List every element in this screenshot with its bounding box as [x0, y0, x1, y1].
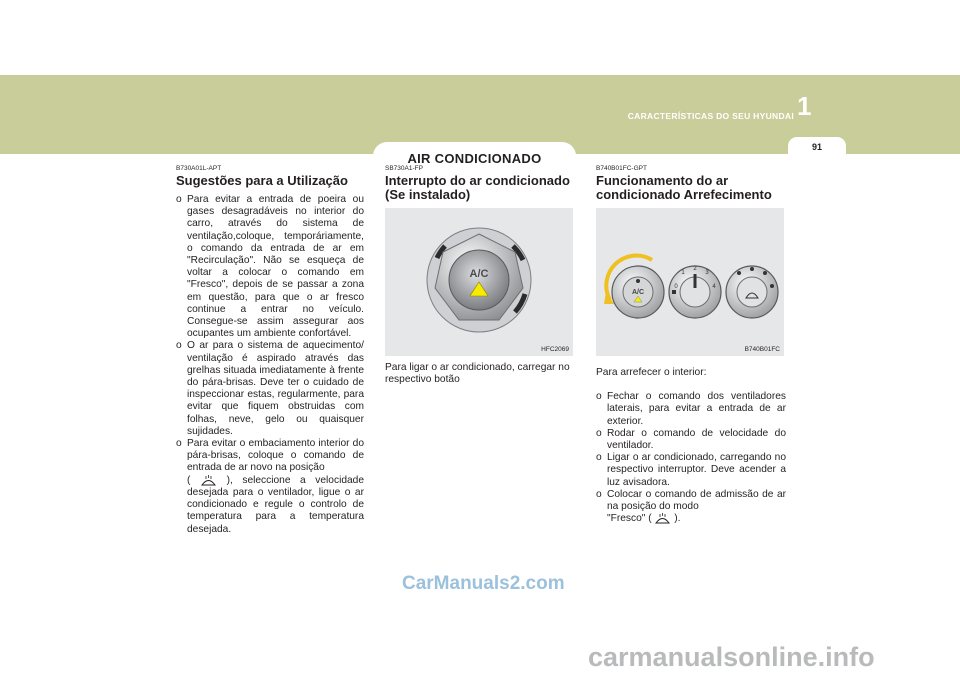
watermark-carmanuals2: CarManuals2.com — [402, 573, 565, 594]
section-heading: Funcionamento do ar condicionado Arrefecimento — [596, 173, 772, 202]
figure-code: HFC2069 — [541, 346, 569, 353]
fan-icon — [672, 290, 676, 294]
watermark-carmanualsonline: carmanualsonline.info — [588, 642, 875, 672]
svg-text:2: 2 — [693, 266, 697, 272]
section-heading: Sugestões para a Utilização — [176, 173, 348, 188]
list-item: o O ar para o sistema de aquecimento/ ventilação é aspirado através das grelhas situada imediatamente à frente do pára-brisas. Deve ter o cuidado de inspeccionar estas, regularmente, para evitar que fiquem obstruidas com folhas, neve, gelo ou quaisquer sujidades. — [176, 340, 364, 437]
ac-button-label: A/C — [631, 289, 645, 296]
column-ac-switch — [385, 165, 575, 386]
page-number-tab — [788, 137, 846, 155]
column-usage-tips — [176, 165, 364, 536]
ac-button-figure — [385, 208, 573, 356]
list-item: o Fechar o comando dos ventiladores laterais, para evitar a entrada de ar exterior. — [596, 391, 786, 427]
windshield-defrost-icon — [200, 475, 217, 486]
climate-controls-figure — [596, 208, 784, 356]
section-title: AIR CONDICIONADO — [407, 151, 542, 166]
climate-controls-illustration — [596, 208, 784, 356]
list-item: o Rodar o comando de velocidade do ventilador. — [596, 427, 786, 452]
list-item: o Para evitar o embaciamento interior do pára-brisas, coloque o comando de entrada de ar novo na posição ( ), seleccione a velocidade desejada para o ventilador, ligue o ar condicionado e regule o controlo de temperatura para a temperatura desejada. — [176, 438, 364, 535]
list-item: o Ligar o ar condicionado, carregando no respectivo interruptor. Deve acender a luz avisadora. — [596, 452, 786, 488]
page-number: 91 — [811, 142, 822, 152]
column-ac-operation — [596, 165, 786, 526]
list-item: o Colocar o comando de admissão de ar na posição do modo "Fresco" ( ). — [596, 488, 786, 525]
fresh-air-icon — [654, 513, 671, 524]
section-code: SB730A1-FP — [385, 165, 423, 172]
section-code: B730A01L-APT — [176, 165, 222, 172]
figure-code: B740B01FC — [744, 346, 780, 353]
section-heading: Interrupto do ar condicionado (Se instalado) — [385, 173, 570, 202]
intro-text: Para arrefecer o interior: — [596, 367, 707, 378]
ac-button-label: A/C — [469, 268, 489, 280]
svg-text:4: 4 — [712, 284, 716, 290]
steps-list — [596, 391, 786, 525]
chapter-title: CARACTERÍSTICAS DO SEU HYUNDAI — [627, 111, 794, 121]
chapter-number: 1 — [797, 91, 812, 121]
svg-text:1: 1 — [681, 270, 685, 276]
svg-text:3: 3 — [705, 270, 709, 276]
ac-knob-illustration — [385, 208, 573, 356]
tips-list — [176, 194, 364, 536]
list-item: o Para evitar a entrada de poeira ou gases desagradáveis no interior do carro, através do sistema de ventilação,coloque, temporáriamente, o comando da entrada de ar em "Recirculação". Não se esqueça de voltar a colocar o comando em "Fresco", depois de se passar a zona em questão, para que o ar fresco continue a entrar no veículo. Consegue-se assim assegurar aos ocupantes um ambiente confortável. — [176, 194, 364, 340]
section-code: B740B01FC-GPT — [596, 165, 647, 172]
svg-text:0: 0 — [674, 284, 678, 290]
ac-switch-text: Para ligar o ar condicionado, carregar no respectivo botão — [385, 362, 570, 386]
